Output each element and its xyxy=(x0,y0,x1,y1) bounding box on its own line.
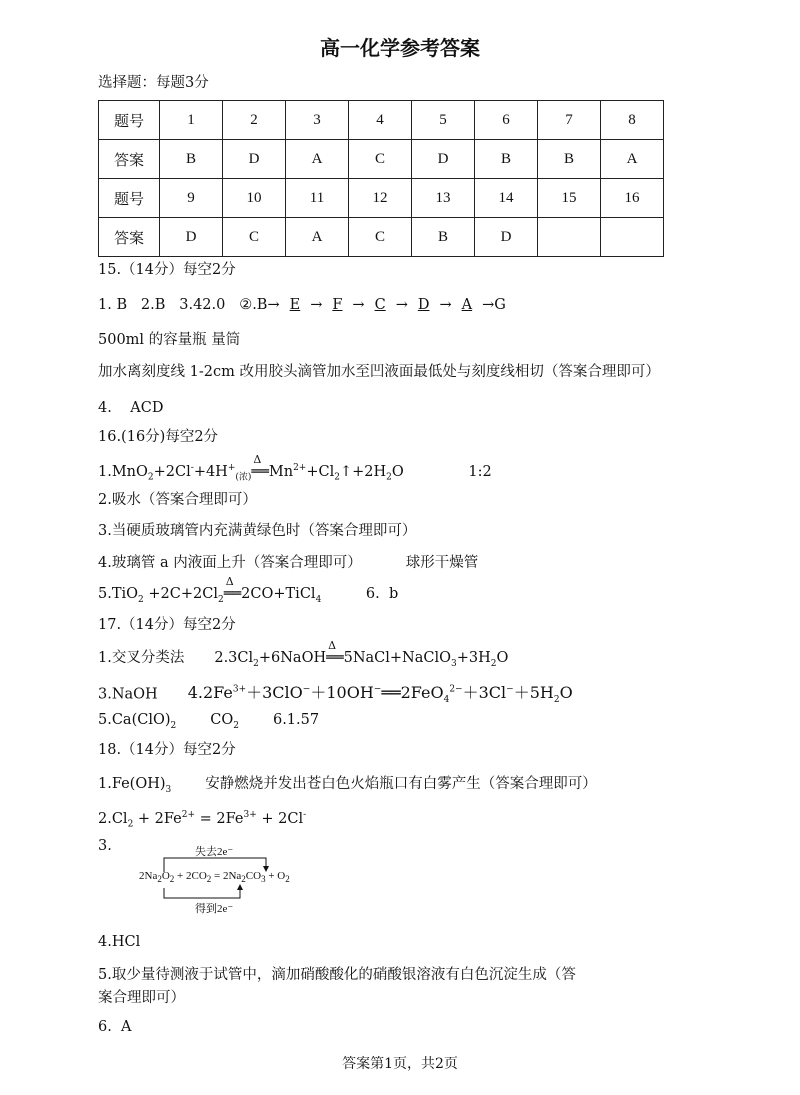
q15-header: 15.（14分）每空2分 xyxy=(98,262,236,278)
eq-part: 2CO+TiCl xyxy=(241,586,316,602)
eq-part: + 2Cl xyxy=(256,810,304,827)
q15-seq-2: F xyxy=(332,297,343,313)
q15-line2: 500ml 的容量瓶 量筒 xyxy=(98,332,241,348)
eq-sub: 2 xyxy=(169,874,175,885)
eq-sub: 2 xyxy=(553,695,560,706)
mc-header: 选择题：每题3分 xyxy=(98,75,209,91)
eq-sup: 2− xyxy=(449,685,463,695)
q18-1b: 安静燃烧并发出苍白色火焰瓶口有白雾产生（答案合理即可） xyxy=(205,776,597,792)
eq-part: +6NaOH xyxy=(258,650,327,666)
eq-sup: - xyxy=(190,463,194,473)
table-cell: A xyxy=(601,140,664,179)
table-row xyxy=(99,179,664,218)
eq-sub: 2 xyxy=(490,658,497,669)
eq-part: O xyxy=(559,683,573,703)
eq-part: 2.Cl xyxy=(98,810,128,827)
eq-sub: 2 xyxy=(217,594,224,605)
eq-sub: 3 xyxy=(261,874,266,885)
eq-sub: (浓) xyxy=(235,472,252,483)
table-row xyxy=(99,218,664,257)
table-cell: 15 xyxy=(538,179,601,218)
eq-sub: 3 xyxy=(165,784,172,795)
eq-part: = 2Na xyxy=(211,870,242,882)
q16-4b: 球形干燥管 xyxy=(405,555,479,571)
q18-line4: 4.HCl xyxy=(98,934,141,950)
table-cell: B xyxy=(538,140,601,179)
table-cell: 6 xyxy=(475,101,538,140)
eq-sub: 2 xyxy=(241,874,246,885)
q17-1: 1.交叉分类法 xyxy=(98,650,185,666)
heat-equals-sign xyxy=(223,575,242,604)
eq-part: +2Cl xyxy=(153,463,191,480)
q16-4a: 4.玻璃管 a 内液面上升（答案合理即可） xyxy=(98,555,362,571)
eq-part: 5.TiO xyxy=(98,586,139,602)
eq-part: + 2CO xyxy=(174,870,207,882)
q15-prefix: 1. B 2.B 3.42.0 ②.B→ xyxy=(98,297,280,313)
eq-sub: 2 xyxy=(157,874,162,885)
q16-line4 xyxy=(98,553,478,573)
table-cell: 14 xyxy=(475,179,538,218)
eq-sub: 2 xyxy=(206,874,212,885)
row-label: 题号 xyxy=(99,101,160,140)
arrow: → xyxy=(439,297,452,313)
q18-line6: 6. A xyxy=(98,1019,132,1035)
eq-sub: 2 xyxy=(127,819,134,830)
q16-equation-5 xyxy=(98,575,399,610)
arrow: → xyxy=(352,297,365,313)
heat-equals-sign xyxy=(251,452,269,482)
eq-part: + 2Fe xyxy=(133,810,182,827)
eq-part: ＋10OH xyxy=(310,683,374,703)
table-cell: 16 xyxy=(601,179,664,218)
table-cell: 8 xyxy=(601,101,664,140)
q17-line3 xyxy=(98,680,573,711)
eq-sub: 2 xyxy=(386,472,392,483)
q17-header: 17.（14分）每空2分 xyxy=(98,617,236,633)
table-cell: C xyxy=(349,218,412,257)
eq-sub: 4 xyxy=(315,594,322,605)
q18-line1 xyxy=(98,774,597,800)
table-cell: A xyxy=(286,140,349,179)
equals: ══ xyxy=(223,586,242,602)
table-cell: D xyxy=(412,140,475,179)
heat-equals-sign xyxy=(326,639,344,668)
eq-part: = 2Fe xyxy=(195,810,244,827)
q15-seq-1: E xyxy=(289,297,301,313)
eq-part: ＋3ClO xyxy=(246,683,303,703)
eq-part: 4.2Fe xyxy=(187,683,233,703)
page-title: 高一化学参考答案 xyxy=(320,36,480,60)
eq-sup: − xyxy=(506,685,514,695)
q15-line1 xyxy=(98,295,506,315)
q18-line5a: 5.取少量待测液于试管中，滴加硝酸酸化的硝酸银溶液有白色沉淀生成（答 xyxy=(98,967,576,983)
eq-part: +3H xyxy=(456,650,491,666)
delta-icon: Δ xyxy=(225,575,234,588)
table-cell: C xyxy=(349,140,412,179)
eq-sub: 2 xyxy=(233,720,239,731)
q16-header: 16.(16分)每空2分 xyxy=(98,429,219,445)
eq-sub: 2 xyxy=(138,594,144,605)
eq-part: 5NaCl+NaClO xyxy=(343,650,451,666)
q15-end: →G xyxy=(482,297,506,313)
table-cell: 5 xyxy=(412,101,475,140)
table-cell: D xyxy=(223,140,286,179)
q16-line3: 3.当硬质玻璃管内充满黄绿色时（答案合理即可） xyxy=(98,523,417,539)
eq-part: 5.Ca(ClO) xyxy=(98,712,171,728)
row-label: 答案 xyxy=(99,140,160,179)
table-cell: 1 xyxy=(160,101,223,140)
ratio: 1:2 xyxy=(468,463,492,480)
row-label: 答案 xyxy=(99,218,160,257)
q18-line5b: 案合理即可） xyxy=(98,990,185,1006)
equals: ══ xyxy=(251,463,269,480)
eq-sup: 2+ xyxy=(181,810,196,820)
table-cell xyxy=(538,218,601,257)
eq-sup: 3+ xyxy=(243,810,257,820)
eq-sub: 3 xyxy=(450,658,457,669)
table-cell xyxy=(601,218,664,257)
q16-6: 6. b xyxy=(365,586,399,602)
eq-part: ══2FeO xyxy=(381,683,444,703)
eq-sub: 2 xyxy=(253,658,259,669)
table-row xyxy=(99,101,664,140)
eq-sup: 2+ xyxy=(293,463,307,473)
eq-part: ＋3Cl xyxy=(462,683,507,703)
eq-part: 2.3Cl xyxy=(214,650,254,666)
q17-6: 6.1.57 xyxy=(272,712,320,728)
page-footer: 答案第1页，共2页 xyxy=(342,1056,458,1072)
eq-sup: - xyxy=(303,810,307,820)
eq-sub: 2 xyxy=(285,874,290,885)
lose-electrons-label: 失去2e⁻ xyxy=(195,846,234,858)
eq-part: CO xyxy=(210,712,234,728)
arrow: → xyxy=(310,297,323,313)
q16-equation-1 xyxy=(98,452,492,488)
eq-part: 1.MnO xyxy=(98,463,148,480)
table-cell: 3 xyxy=(286,101,349,140)
eq-sub: 2 xyxy=(170,720,177,731)
eq-part: O xyxy=(391,463,404,480)
q15-line3: 加水离刻度线 1-2cm 改用胶头滴管加水至凹液面最低处与刻度线相切（答案合理即可） xyxy=(98,364,660,380)
q16-line2: 2.吸水（答案合理即可） xyxy=(98,492,257,508)
eq-part: +2C+2Cl xyxy=(143,586,218,602)
eq-part: Mn xyxy=(268,463,294,480)
q18-line2 xyxy=(98,805,306,835)
eq-part: 1.Fe(OH) xyxy=(98,776,166,792)
eq-sup: + xyxy=(227,463,236,473)
eq-part: +Cl xyxy=(306,463,335,480)
table-row xyxy=(99,140,664,179)
table-cell: A xyxy=(286,218,349,257)
table-cell: 12 xyxy=(349,179,412,218)
table-cell: D xyxy=(475,218,538,257)
q15-seq-5: A xyxy=(461,297,473,313)
eq-sub: 2 xyxy=(334,472,340,483)
eq-sup: − xyxy=(302,685,311,695)
eq-part: + O xyxy=(265,870,286,882)
eq-part: O xyxy=(161,870,170,882)
table-cell: 7 xyxy=(538,101,601,140)
table-cell: C xyxy=(223,218,286,257)
delta-icon: Δ xyxy=(328,639,337,652)
table-cell: 13 xyxy=(412,179,475,218)
equals: ══ xyxy=(326,650,344,666)
eq-part: CO xyxy=(245,870,262,882)
table-cell: 11 xyxy=(286,179,349,218)
arrow: → xyxy=(395,297,408,313)
diagram-equation xyxy=(139,870,290,884)
eq-sup: 3+ xyxy=(232,685,247,695)
q17-3: 3.NaOH xyxy=(98,686,158,703)
table-cell: B xyxy=(475,140,538,179)
eq-sup: − xyxy=(373,685,382,695)
eq-part: +4H xyxy=(193,463,228,480)
eq-sub: 4 xyxy=(443,695,450,706)
table-cell: 4 xyxy=(349,101,412,140)
table-cell: B xyxy=(412,218,475,257)
table-cell: D xyxy=(160,218,223,257)
table-cell: 9 xyxy=(160,179,223,218)
eq-part: ＋5H xyxy=(513,683,554,703)
q17-line5 xyxy=(98,710,319,736)
q15-seq-4: D xyxy=(417,297,430,313)
answer-table xyxy=(98,100,664,257)
eq-sub: 2 xyxy=(147,472,154,483)
table-cell: B xyxy=(160,140,223,179)
eq-part: O xyxy=(496,650,509,666)
table-cell: 2 xyxy=(223,101,286,140)
gain-electrons-label: 得到2e⁻ xyxy=(195,903,234,915)
eq-part: ↑+2H xyxy=(339,463,387,480)
q15-line4: 4. ACD xyxy=(98,400,164,416)
table-cell: 10 xyxy=(223,179,286,218)
q18-header: 18.（14分）每空2分 xyxy=(98,742,236,758)
q17-line1 xyxy=(98,639,509,674)
delta-icon: Δ xyxy=(253,452,262,466)
eq-part: 2Na xyxy=(139,870,158,882)
q18-line3: 3. xyxy=(98,838,112,854)
q15-seq-3: C xyxy=(374,297,386,313)
electron-transfer-diagram xyxy=(135,842,335,915)
row-label: 题号 xyxy=(99,179,160,218)
